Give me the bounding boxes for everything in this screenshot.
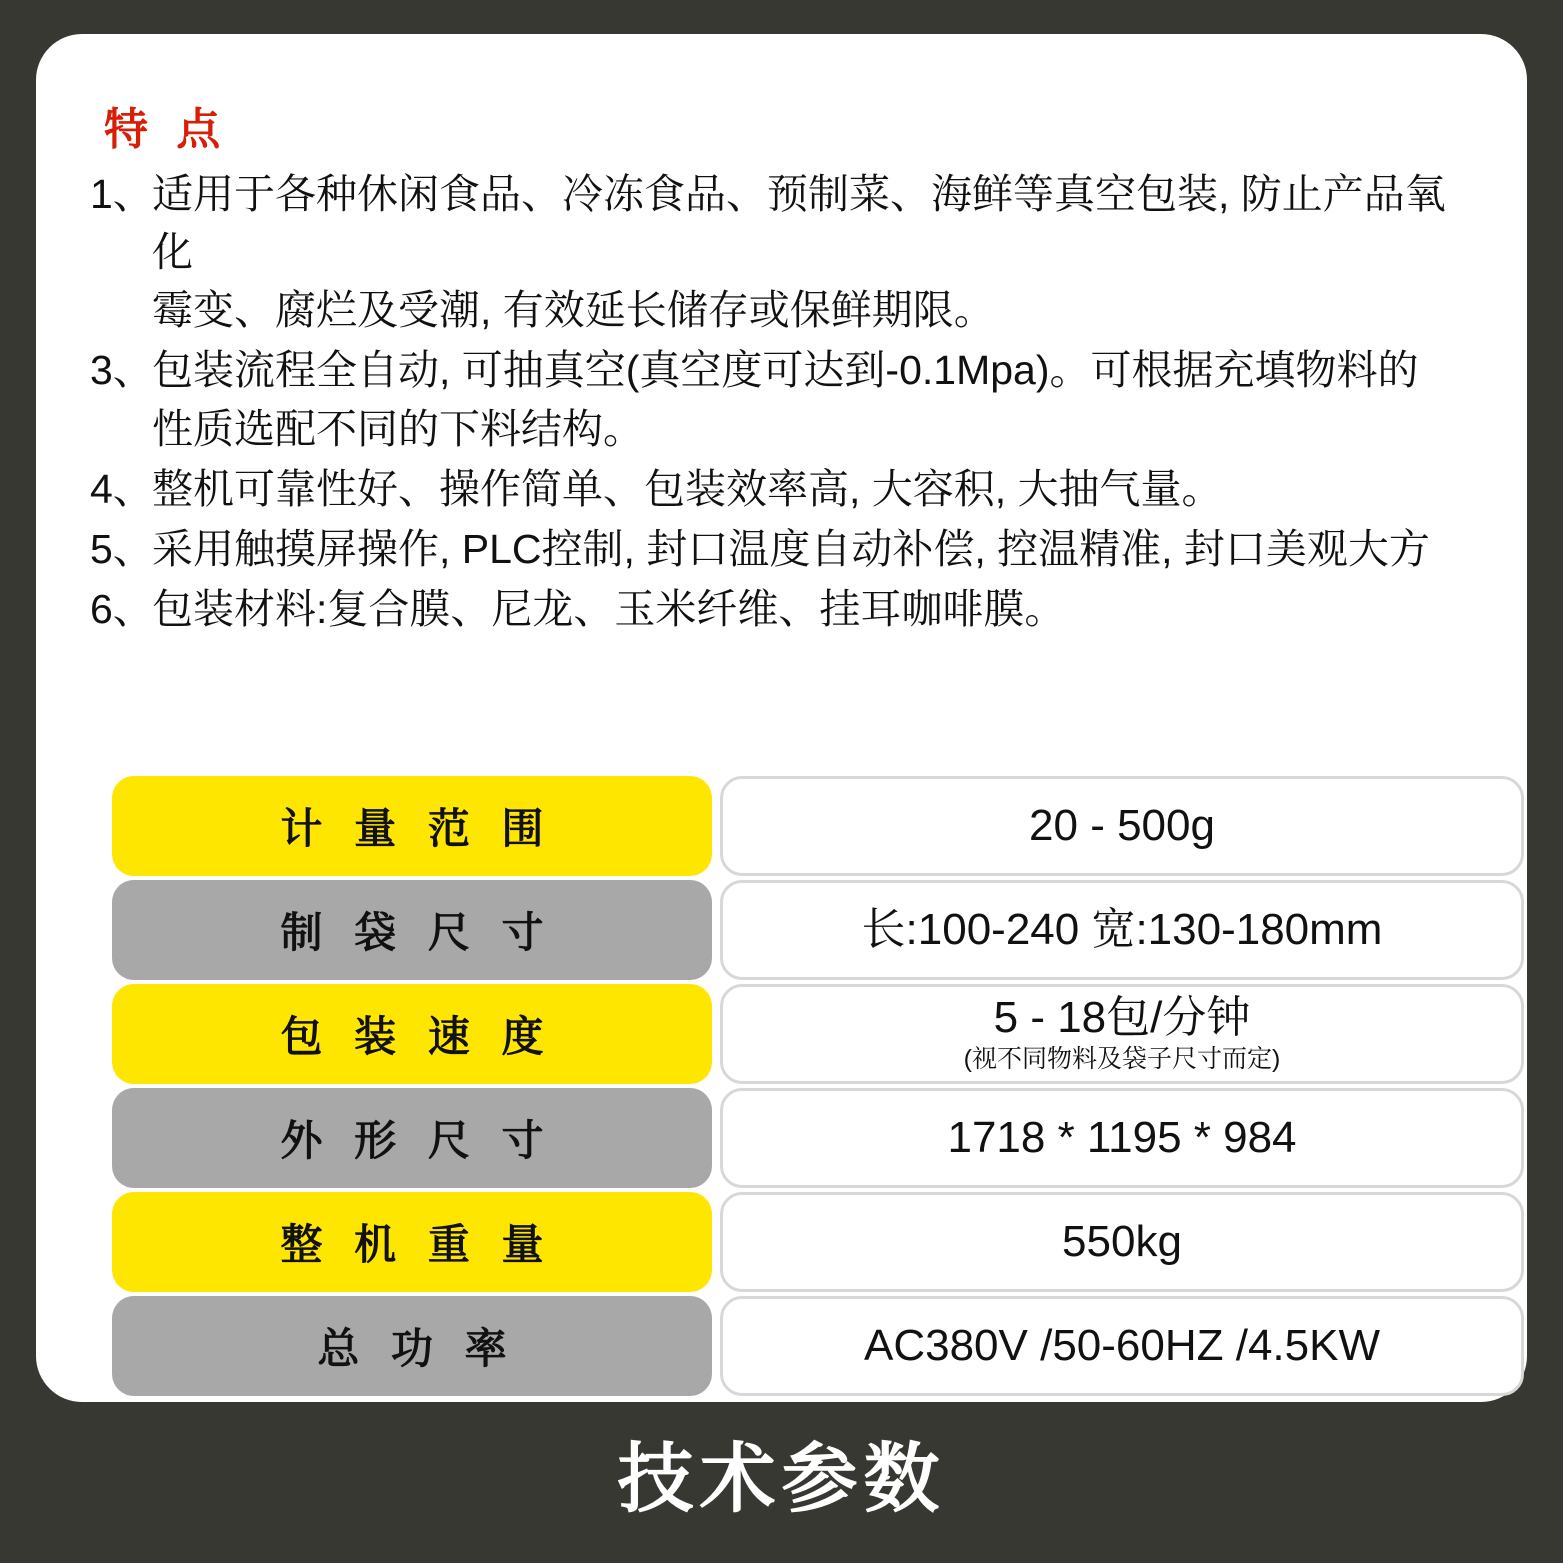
table-row xyxy=(112,1296,1524,1396)
page-title: 技术参数 xyxy=(617,1437,946,1522)
spec-value-main: 550kg xyxy=(1062,1216,1182,1266)
feature-item xyxy=(90,165,1473,340)
spec-label: 包 装 速 度 xyxy=(112,984,712,1084)
spec-label: 计 量 范 围 xyxy=(112,776,712,876)
spec-label: 制 袋 尺 寸 xyxy=(112,880,712,980)
spec-value-main: AC380V /50-60HZ /4.5KW xyxy=(863,1320,1380,1370)
feature-number: 6、 xyxy=(90,586,154,633)
feature-item xyxy=(90,520,1473,578)
spec-value-note: (视不同物料及袋子尺寸而定) xyxy=(963,1045,1281,1074)
spec-label: 外 形 尺 寸 xyxy=(112,1088,712,1188)
feature-line: 包装材料:复合膜、尼龙、玉米纤维、挂耳咖啡膜。 xyxy=(152,586,1066,633)
spec-table xyxy=(112,776,1524,1400)
spec-value xyxy=(720,1192,1524,1292)
feature-item xyxy=(90,580,1473,638)
feature-line: 适用于各种休闲食品、冷冻食品、预制菜、海鲜等真空包装, 防止产品氧化 xyxy=(152,170,1446,276)
spec-value-main: 长:100-240 宽:130-180mm xyxy=(861,904,1383,954)
spec-label: 总 功 率 xyxy=(112,1296,712,1396)
spec-value xyxy=(720,1296,1524,1396)
spec-value-main: 20 - 500g xyxy=(1029,800,1215,850)
spec-value-main: 5 - 18包/分钟 xyxy=(993,993,1251,1043)
features-list xyxy=(90,165,1473,639)
feature-line: 霉变、腐烂及受潮, 有效延长储存或保鲜期限。 xyxy=(152,287,995,334)
feature-number: 5、 xyxy=(90,526,154,573)
feature-number: 3、 xyxy=(90,347,154,394)
table-row xyxy=(112,880,1524,980)
spec-value xyxy=(720,776,1524,876)
spec-value xyxy=(720,1088,1524,1188)
feature-line: 整机可靠性好、操作简单、包装效率高, 大容积, 大抽气量。 xyxy=(152,465,1223,512)
table-row xyxy=(112,776,1524,876)
feature-number: 4、 xyxy=(90,465,154,512)
feature-item xyxy=(90,460,1473,518)
feature-line: 采用触摸屏操作, PLC控制, 封口温度自动补偿, 控温精准, 封口美观大方 xyxy=(152,526,1430,573)
feature-item xyxy=(90,341,1473,457)
features-title: 特 点 xyxy=(104,105,229,154)
spec-value-main: 1718 * 1195 * 984 xyxy=(947,1112,1297,1162)
table-row xyxy=(112,984,1524,1084)
table-row xyxy=(112,1088,1524,1188)
spec-value xyxy=(720,984,1524,1084)
spec-card xyxy=(36,34,1527,1402)
spec-label: 整 机 重 量 xyxy=(112,1192,712,1292)
feature-line: 性质选配不同的下料结构。 xyxy=(152,405,644,452)
table-row xyxy=(112,1192,1524,1292)
feature-line: 包装流程全自动, 可抽真空(真空度可达到-0.1Mpa)。可根据充填物料的 xyxy=(152,347,1419,394)
feature-number: 1、 xyxy=(90,170,154,217)
spec-value xyxy=(720,880,1524,980)
